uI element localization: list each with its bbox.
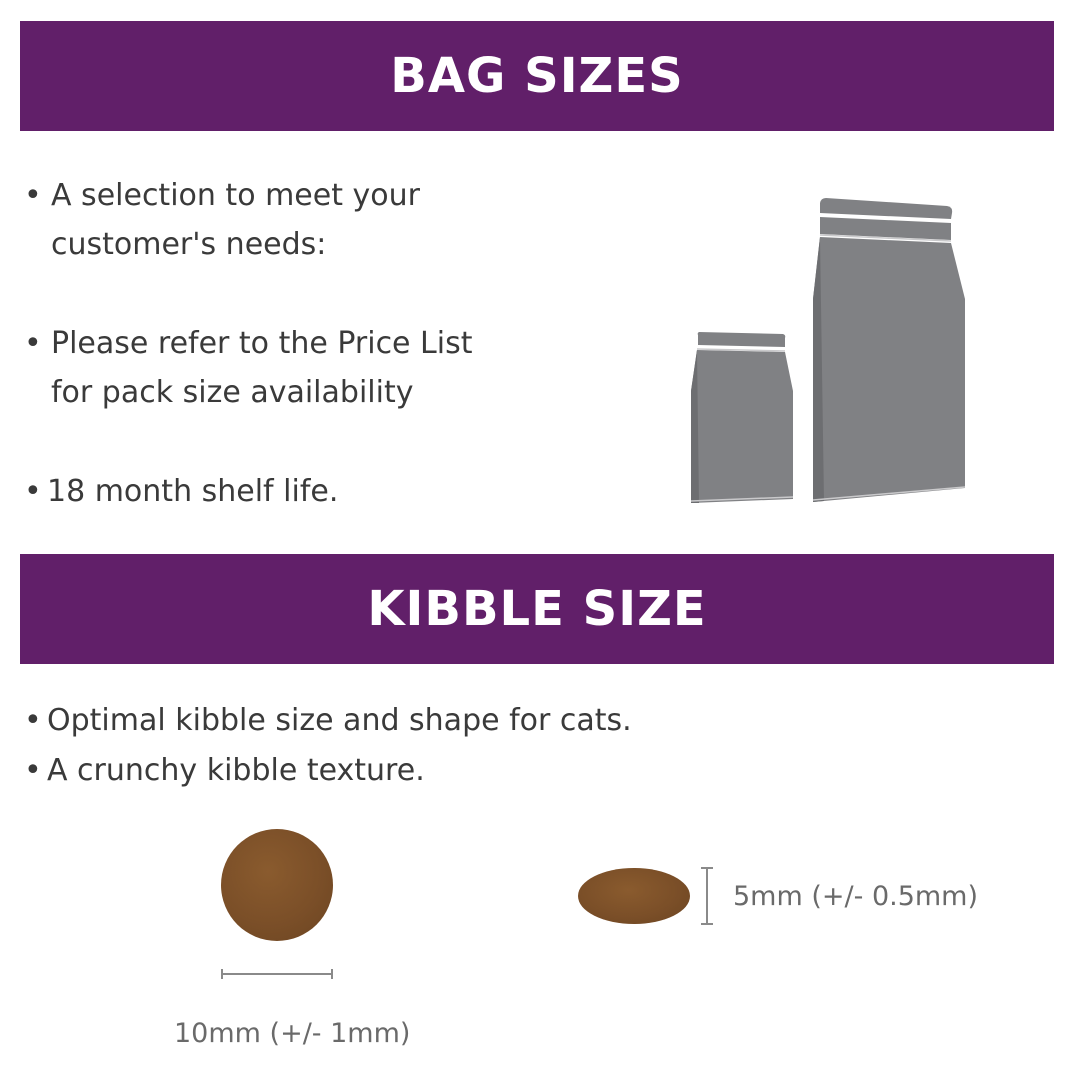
bag-bullet-shelf-life	[24, 467, 584, 516]
kibble-bullet-texture	[24, 746, 784, 795]
bullet-dot: •	[24, 474, 42, 509]
kibble-top-view	[221, 829, 333, 941]
thickness-label: 5mm (+/- 0.5mm)	[733, 881, 979, 912]
bag-sizes-banner	[20, 21, 1054, 131]
bullet-dot: •	[24, 753, 42, 788]
bag-bullet-shelf-life-text: 18 month shelf life.	[47, 474, 339, 509]
kibble-bullet-texture-text: A crunchy kibble texture.	[47, 753, 425, 788]
bag-bullet-price-list	[24, 319, 584, 417]
bullet-dot: •	[24, 178, 42, 213]
thickness-measure-line	[700, 867, 714, 925]
bag-pair-icon	[685, 195, 975, 510]
diameter-label: 10mm (+/- 1mm)	[174, 1018, 411, 1049]
bullet-dot: •	[24, 326, 42, 361]
kibble-bullet-shape	[24, 696, 784, 745]
diameter-measure-line	[221, 968, 333, 980]
kibble-bullet-shape-text: Optimal kibble size and shape for cats.	[47, 703, 632, 738]
large-bag-icon	[813, 198, 965, 502]
bag-sizes-title: BAG SIZES	[390, 48, 684, 104]
kibble-size-title: KIBBLE SIZE	[367, 581, 707, 637]
bag-bullet-selection-text: A selection to meet your customer's needs:	[51, 178, 420, 262]
small-bag-icon	[691, 332, 793, 503]
bag-bullet-price-list-text: Please refer to the Price List for pack size availability	[51, 326, 473, 410]
bag-bullet-selection	[24, 171, 584, 269]
kibble-size-banner	[20, 554, 1054, 664]
kibble-side-view	[578, 868, 690, 924]
bullet-dot: •	[24, 703, 42, 738]
